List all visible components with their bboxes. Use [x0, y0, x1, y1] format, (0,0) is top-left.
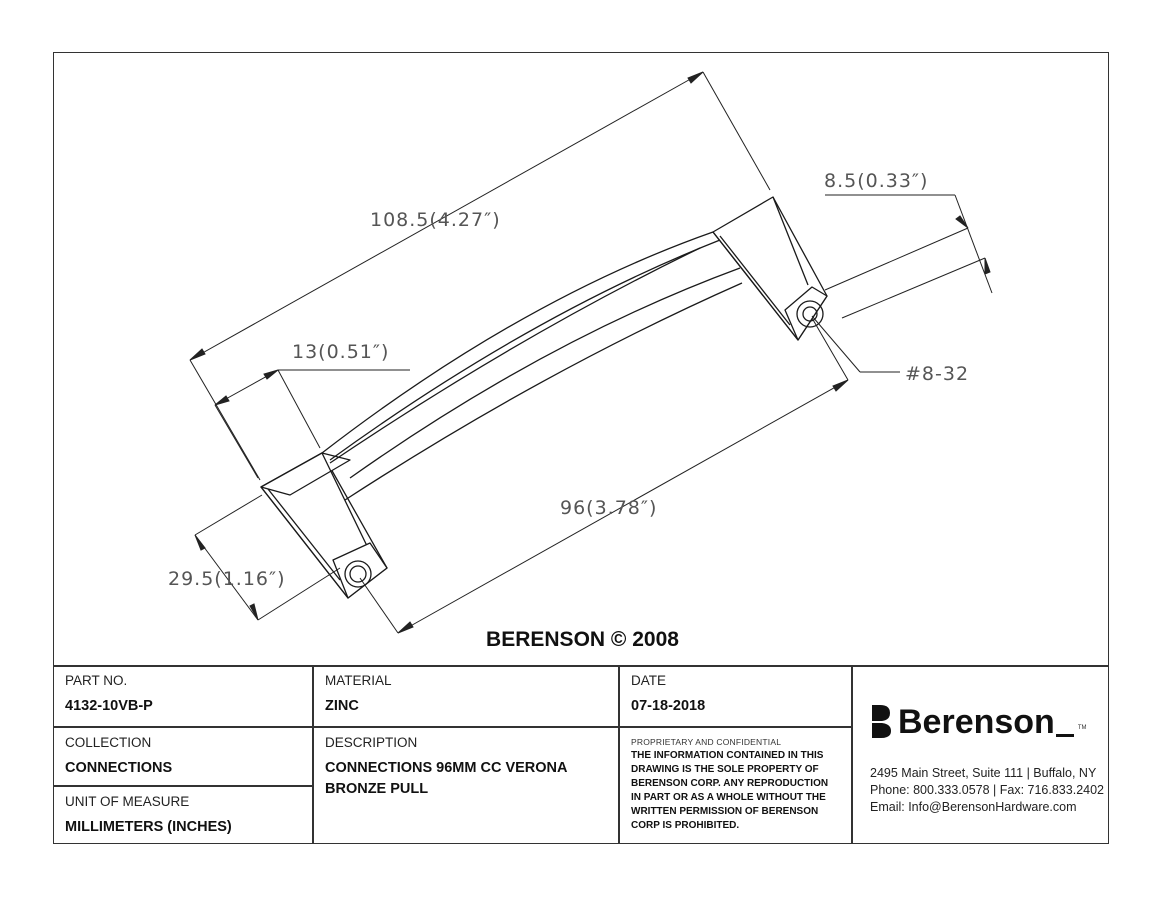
unit-label: UNIT OF MEASURE [65, 794, 190, 809]
dimension-foot-height-lines [825, 195, 992, 318]
unit-cell [53, 786, 312, 844]
berenson-logo-icon [870, 703, 892, 739]
proprietary-heading: PROPRIETARY AND CONFIDENTIAL [631, 737, 782, 747]
dim-label-overall-length: 108.5(4.27″) [370, 209, 501, 231]
dimension-center-to-center-lines [360, 318, 848, 633]
date-value: 07-18-2018 [631, 698, 706, 714]
description-label: DESCRIPTION [325, 735, 418, 750]
unit-value: MILLIMETERS (INCHES) [65, 819, 232, 835]
company-email: Email: Info@BerensonHardware.com [870, 800, 1077, 814]
company-address: 2495 Main Street, Suite 111 | Buffalo, NY [870, 766, 1097, 780]
dim-label-center-to-center: 96(3.78″) [560, 497, 658, 519]
dimension-screw-leader [812, 316, 900, 372]
material-value: ZINC [325, 698, 359, 714]
collection-cell [53, 727, 312, 785]
proprietary-cell [619, 727, 851, 844]
date-cell [619, 665, 851, 726]
dim-label-screw: #8-32 [905, 363, 970, 385]
material-cell [313, 665, 618, 726]
collection-value: CONNECTIONS [65, 760, 173, 776]
description-value: CONNECTIONS 96MM CC VERONA BRONZE PULL [325, 760, 567, 797]
berenson-logo [870, 703, 1087, 739]
company-cell [852, 665, 1109, 844]
dim-label-foot-width: 13(0.51″) [292, 341, 390, 363]
right-foot-shape [713, 197, 827, 340]
company-name: Berenson [898, 703, 1055, 741]
part-no-cell [53, 665, 312, 726]
title-block [53, 665, 1109, 844]
copyright-notice: BERENSON © 2008 [486, 628, 679, 651]
trademark-mark: TM [1077, 725, 1087, 731]
material-label: MATERIAL [325, 673, 392, 688]
logo-underline [1056, 734, 1074, 737]
proprietary-text: THE INFORMATION CONTAINED IN THIS DRAWING IS THE SOLE PROPERTY OF BERENSON CORP. ANY REPRODUCTION IN PART OR AS A WHOLE WITHOUT THE WRITTEN PERMISSION OF BERENSON CORP IS PROHIBITED. [631, 750, 829, 831]
handle-bar-shape [322, 232, 742, 500]
company-phone: Phone: 800.333.0578 | Fax: 716.833.2402 [870, 783, 1104, 797]
dim-label-projection: 29.5(1.16″) [168, 568, 286, 590]
part-no-label: PART NO. [65, 673, 128, 688]
company-contact [870, 765, 1104, 816]
description-cell [313, 727, 618, 844]
date-label: DATE [631, 673, 667, 688]
part-no-value: 4132-10VB-P [65, 698, 153, 714]
dimension-overall-length-lines [190, 72, 770, 480]
dim-label-foot-height: 8.5(0.33″) [824, 170, 929, 192]
collection-label: COLLECTION [65, 735, 152, 750]
